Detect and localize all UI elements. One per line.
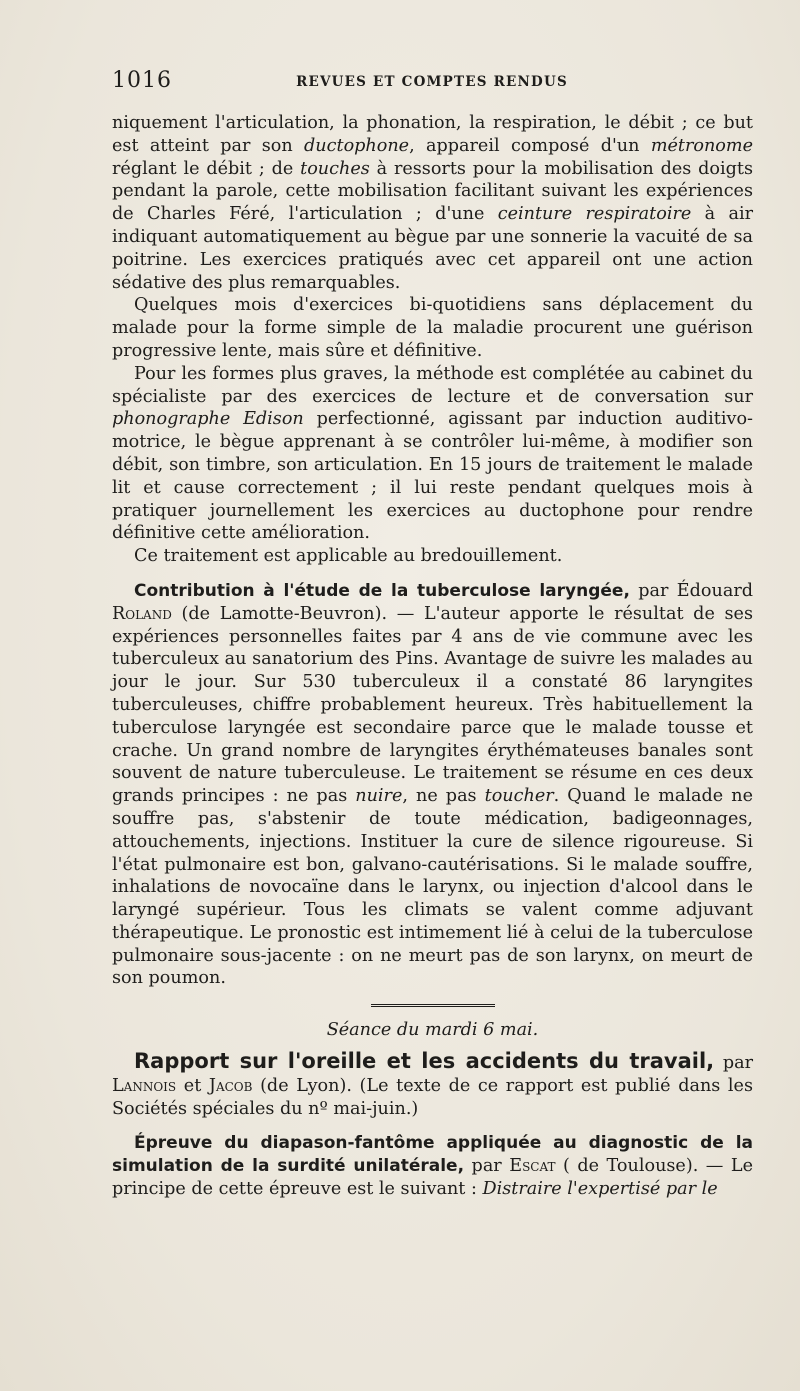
section-rapport-oreille: Rapport sur l'oreille et les accidents du travail, par Lannois et Jacob (de Lyon). (Le texte de ce rapport est publié dans les Sociétés spéciales du nº mai-juin.) <box>112 1049 754 1119</box>
article-body <box>112 112 753 1201</box>
paragraph-ductophone: niquement l'articulation, la phonation, la respiration, le débit ; ce but est atteint par son ductophone, appareil composé d'un métronome réglant le débit ; de touches à ressorts pour la mobilisation des doigts pendant la parole, cette mobilisation facilitant suivant les expériences de Charles Féré, l'articulation ; d'une ceinture respiratoire à air indiquant automatiquement au bègue par une sonnerie la vacuité de sa poitrine. Les exercices pratiqués avec cet appareil ont une action sédative des plus remarquables. <box>112 113 754 293</box>
paragraph-severe-forms: Pour les formes plus graves, la méthode est complétée au cabinet du spécialiste par des exercices de lecture et de conversation sur phonographe Edison perfectionné, agissant par induction auditivo-motrice, le bègue apprenant à se contrôler lui-même, à modifier son débit, son timbre, son articulation. En 15 jours de traitement le malade lit et cause correctement ; il lui reste pendant quelques mois à pratiquer journellement les exercices au ductophone pour rendre définitive cette amélioration. <box>112 363 753 544</box>
section-title: Rapport sur l'oreille et les accidents du travail, <box>134 1049 715 1074</box>
section-diapason: Épreuve du diapason-fantôme appliquée au diagnostic de la simulation de la surdité unilatérale, par Escat ( de Toulouse). — Le principe de cette épreuve est le suivant : Distraire l'expertisé par le <box>112 1133 753 1200</box>
section-title: Contribution à l'étude de la tuberculose laryngée, <box>134 580 630 601</box>
session-heading: Séance du mardi 6 mai. <box>326 1020 539 1041</box>
page-number: 1016 <box>112 68 172 93</box>
author-name: Escat <box>509 1156 556 1177</box>
page-header <box>112 68 752 100</box>
paragraph-bredouillement: Ce traitement est applicable au bredouillement. <box>134 546 563 567</box>
section-title: Épreuve du diapason-fantôme appliquée au diagnostic de la simulation de la surdité unilatérale, <box>112 1133 753 1177</box>
section-divider <box>371 1004 495 1009</box>
author-name: Roland <box>112 603 172 624</box>
running-title: REVUES ET COMPTES RENDUS <box>296 74 568 90</box>
author-name: Jacob <box>208 1075 253 1096</box>
section-tuberculose: Contribution à l'étude de la tuberculose laryngée, par Édouard Roland (de Lamotte-Beuvron). — L'auteur apporte le résultat de ses expériences personnelles faites par 4 ans de vie commune avec les tuberculeux au sanatorium des Pins. Avantage de suivre les malades au jour le jour. Sur 530 tuberculeux il a constaté 86 laryngites tuberculeuses, chiffre probablement heureux. Très habituellement la tuberculose laryngée est secondaire parce que le malade tousse et crache. Un grand nombre de laryngites érythémateuses banales sont souvent de nature tuberculeuse. Le traitement se résume en ces deux grands principes : ne pas nuire, ne pas toucher. Quand le malade ne souffre pas, s'abstenir de toute médication, badigeonnages, attouchements, injections. Instituer la cure de silence rigoureuse. Si l'état pulmonaire est bon, galvano-cautérisations. Si le malade souffre, inhalations de novocaïne dans le larynx, ou injection d'alcool dans le laryngé supérieur. Tous les climats se valent comme adjuvant thérapeutique. Le pronostic est intimement lié à celui de la tuberculose pulmonaire sous-jacente : on ne meurt pas de son larynx, on meurt de son poumon. <box>112 580 753 989</box>
paragraph-exercises: Quelques mois d'exercices bi-quotidiens sans déplacement du malade pour la forme simple de la maladie procurent une guérison progressive lente, mais sûre et définitive. <box>112 295 753 361</box>
author-name: Lannois <box>112 1075 177 1096</box>
